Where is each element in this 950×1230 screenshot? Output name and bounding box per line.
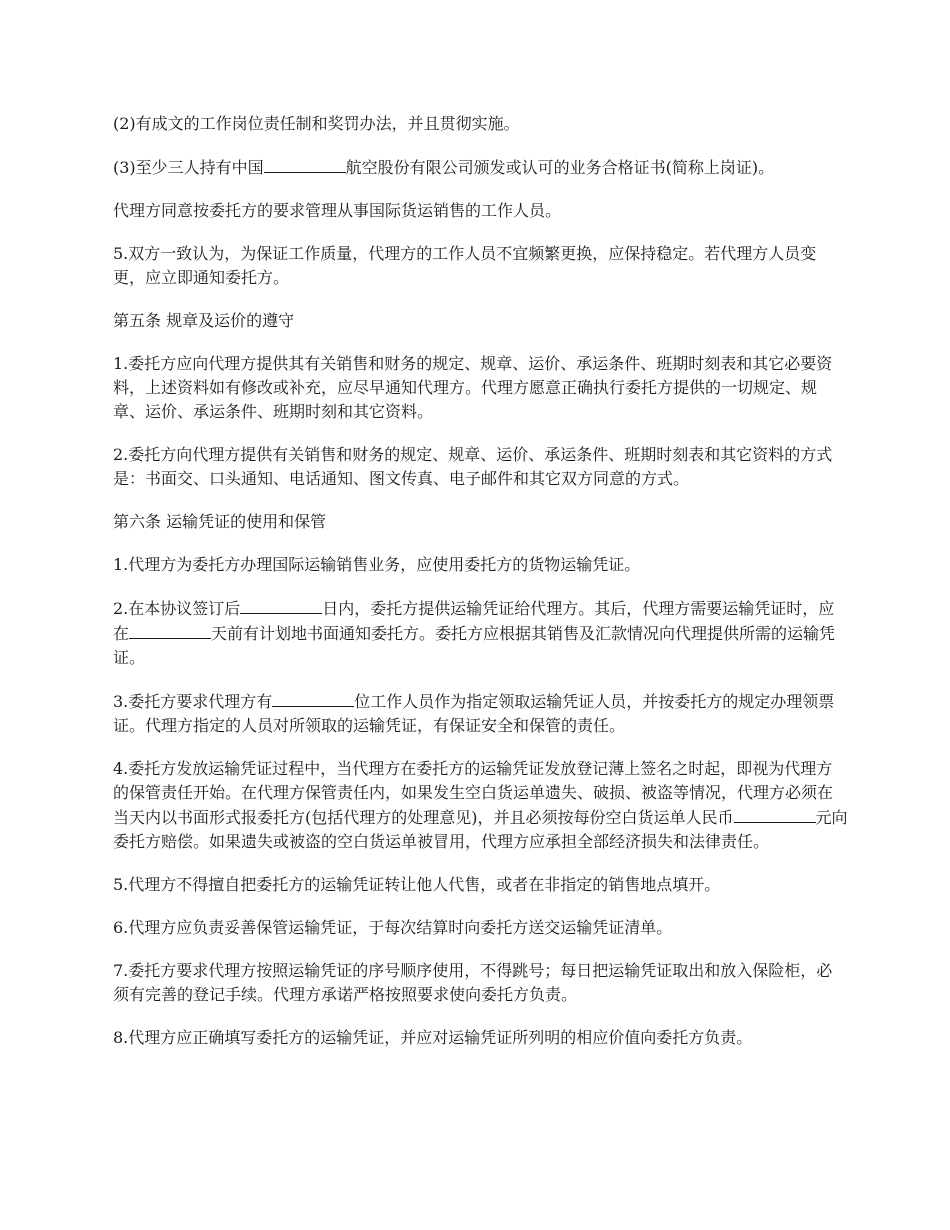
section-heading: 第五条 规章及运价的遵守	[113, 311, 295, 330]
blank-line	[240, 596, 322, 614]
paragraph-text: 航空股份有限公司颁发或认可的业务合格证书(简称上岗证)。	[345, 158, 775, 177]
paragraph: 5.代理方不得擅自把委托方的运输凭证转让他人代售，或者在非指定的销售地点填开。	[113, 875, 721, 894]
paragraph	[113, 689, 848, 738]
paragraph-text: 2.在本协议签订后	[113, 599, 241, 618]
paragraph	[113, 596, 848, 670]
section-heading: 第六条 运输凭证的使用和保管	[113, 512, 327, 531]
paragraph: 7.委托方要求代理方按照运输凭证的序号顺序使用，不得跳号；每日把运输凭证取出和放入保险柜，必须有完善的登记手续。代理方承诺严格按照要求使向委托方负责。	[113, 961, 833, 1004]
paragraph-text: (3)至少三人持有中国	[113, 158, 264, 177]
paragraph: 5.双方一致认为，为保证工作质量，代理方的工作人员不宜频繁更换，应保持稳定。若代理方人员变更，应立即通知委托方。	[113, 244, 817, 287]
paragraph: (2)有成文的工作岗位责任制和奖罚办法，并且贯彻实施。	[113, 114, 520, 133]
paragraph: 6.代理方应负责妥善保管运输凭证，于每次结算时向委托方送交运输凭证清单。	[113, 918, 673, 937]
paragraph-text: 位工作人员作为指定领取运输凭证人员，并按委托方的规定办理领票证。代理方指定的人员对所领取的运输凭证，有保证安全和保管的责任。	[113, 692, 835, 735]
paragraph-text: 元向委托方赔偿。如果遗失或被盗的空白货运单被冒用，代理方应承担全部经济损失和法律责任。	[113, 808, 848, 851]
paragraph: 2.委托方向代理方提供有关销售和财务的规定、规章、运价、承运条件、班期时刻表和其它资料的方式是：书面交、口头通知、电话通知、图文传真、电子邮件和其它双方同意的方式。	[113, 445, 833, 488]
paragraph	[113, 155, 848, 180]
paragraph: 1.委托方应向代理方提供其有关销售和财务的规定、规章、运价、承运条件、班期时刻表和其它必要资料，上述资料如有修改或补充，应尽早通知代理方。代理方愿意正确执行委托方提供的一切规定、规章、运价、承运条件、班期时刻和其它资料。	[113, 354, 833, 421]
blank-line	[272, 689, 354, 707]
paragraph	[113, 757, 848, 854]
paragraph-text: 3.委托方要求代理方有	[113, 692, 273, 711]
paragraph: 8.代理方应正确填写委托方的运输凭证，并应对运输凭证所列明的相应价值向委托方负责。	[113, 1028, 753, 1047]
paragraph: 1.代理方为委托方办理国际运输销售业务，应使用委托方的货物运输凭证。	[113, 555, 641, 574]
paragraph: 代理方同意按委托方的要求管理从事国际货运销售的工作人员。	[113, 201, 562, 220]
paragraph-text: 天前有计划地书面通知委托方。委托方应根据其销售及汇款情况向代理提供所需的运输凭证。	[113, 624, 836, 667]
document-body	[113, 112, 848, 1069]
paragraph-text: 日内，委托方提供运输凭证给代理方。其后，代理方需要运输凭证时，应在	[113, 599, 835, 643]
blank-line	[734, 805, 816, 823]
blank-line	[129, 621, 211, 639]
paragraph-text: 4.委托方发放运输凭证过程中，当代理方在委托方的运输凭证发放登记薄上签名之时起，即视为代理方的保管责任开始。在代理方保管责任内，如果发生空白货运单遗失、破损、被盗等情况，代理方必须在当天内以书面形式报委托方(包括代理方的处理意见)，并且必须按每份空白货运单人民币	[113, 759, 834, 827]
blank-line	[264, 155, 346, 173]
